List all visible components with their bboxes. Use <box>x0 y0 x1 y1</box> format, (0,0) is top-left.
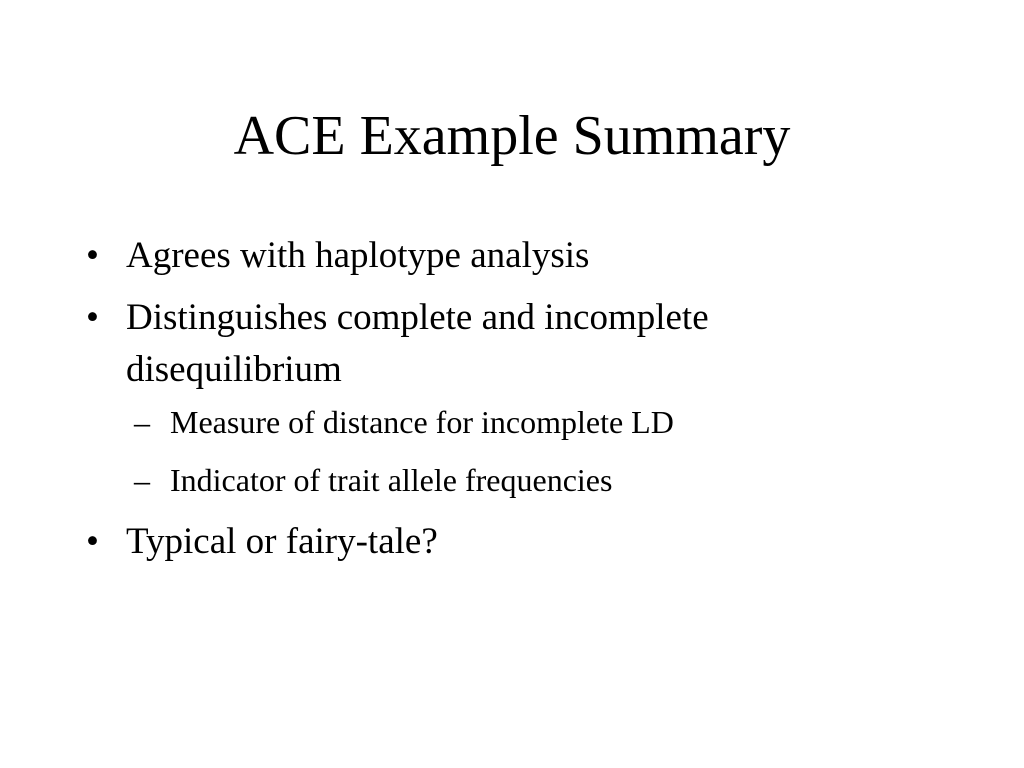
bullet-text: Typical or fairy-tale? <box>126 521 438 562</box>
bullet-item-2 <box>82 292 902 396</box>
sub-bullet-item-1 <box>82 400 902 444</box>
bullet-icon: • <box>86 297 99 338</box>
sub-bullet-list <box>82 400 902 502</box>
bullet-item-1 <box>82 230 902 282</box>
sub-bullet-item-2 <box>82 458 902 502</box>
sub-bullet-text: Measure of distance for incomplete LD <box>170 404 674 440</box>
dash-icon: – <box>134 462 150 498</box>
bullet-icon: • <box>86 235 99 276</box>
bullet-text: Agrees with haplotype analysis <box>126 235 590 276</box>
bullet-item-3 <box>82 516 902 568</box>
slide-body <box>82 230 902 578</box>
bullet-text: Distinguishes complete and incomplete disequilibrium <box>126 297 709 390</box>
sub-bullet-text: Indicator of trait allele frequencies <box>170 462 613 498</box>
bullet-icon: • <box>86 521 99 562</box>
slide-title: ACE Example Summary <box>233 105 791 167</box>
dash-icon: – <box>134 404 150 440</box>
